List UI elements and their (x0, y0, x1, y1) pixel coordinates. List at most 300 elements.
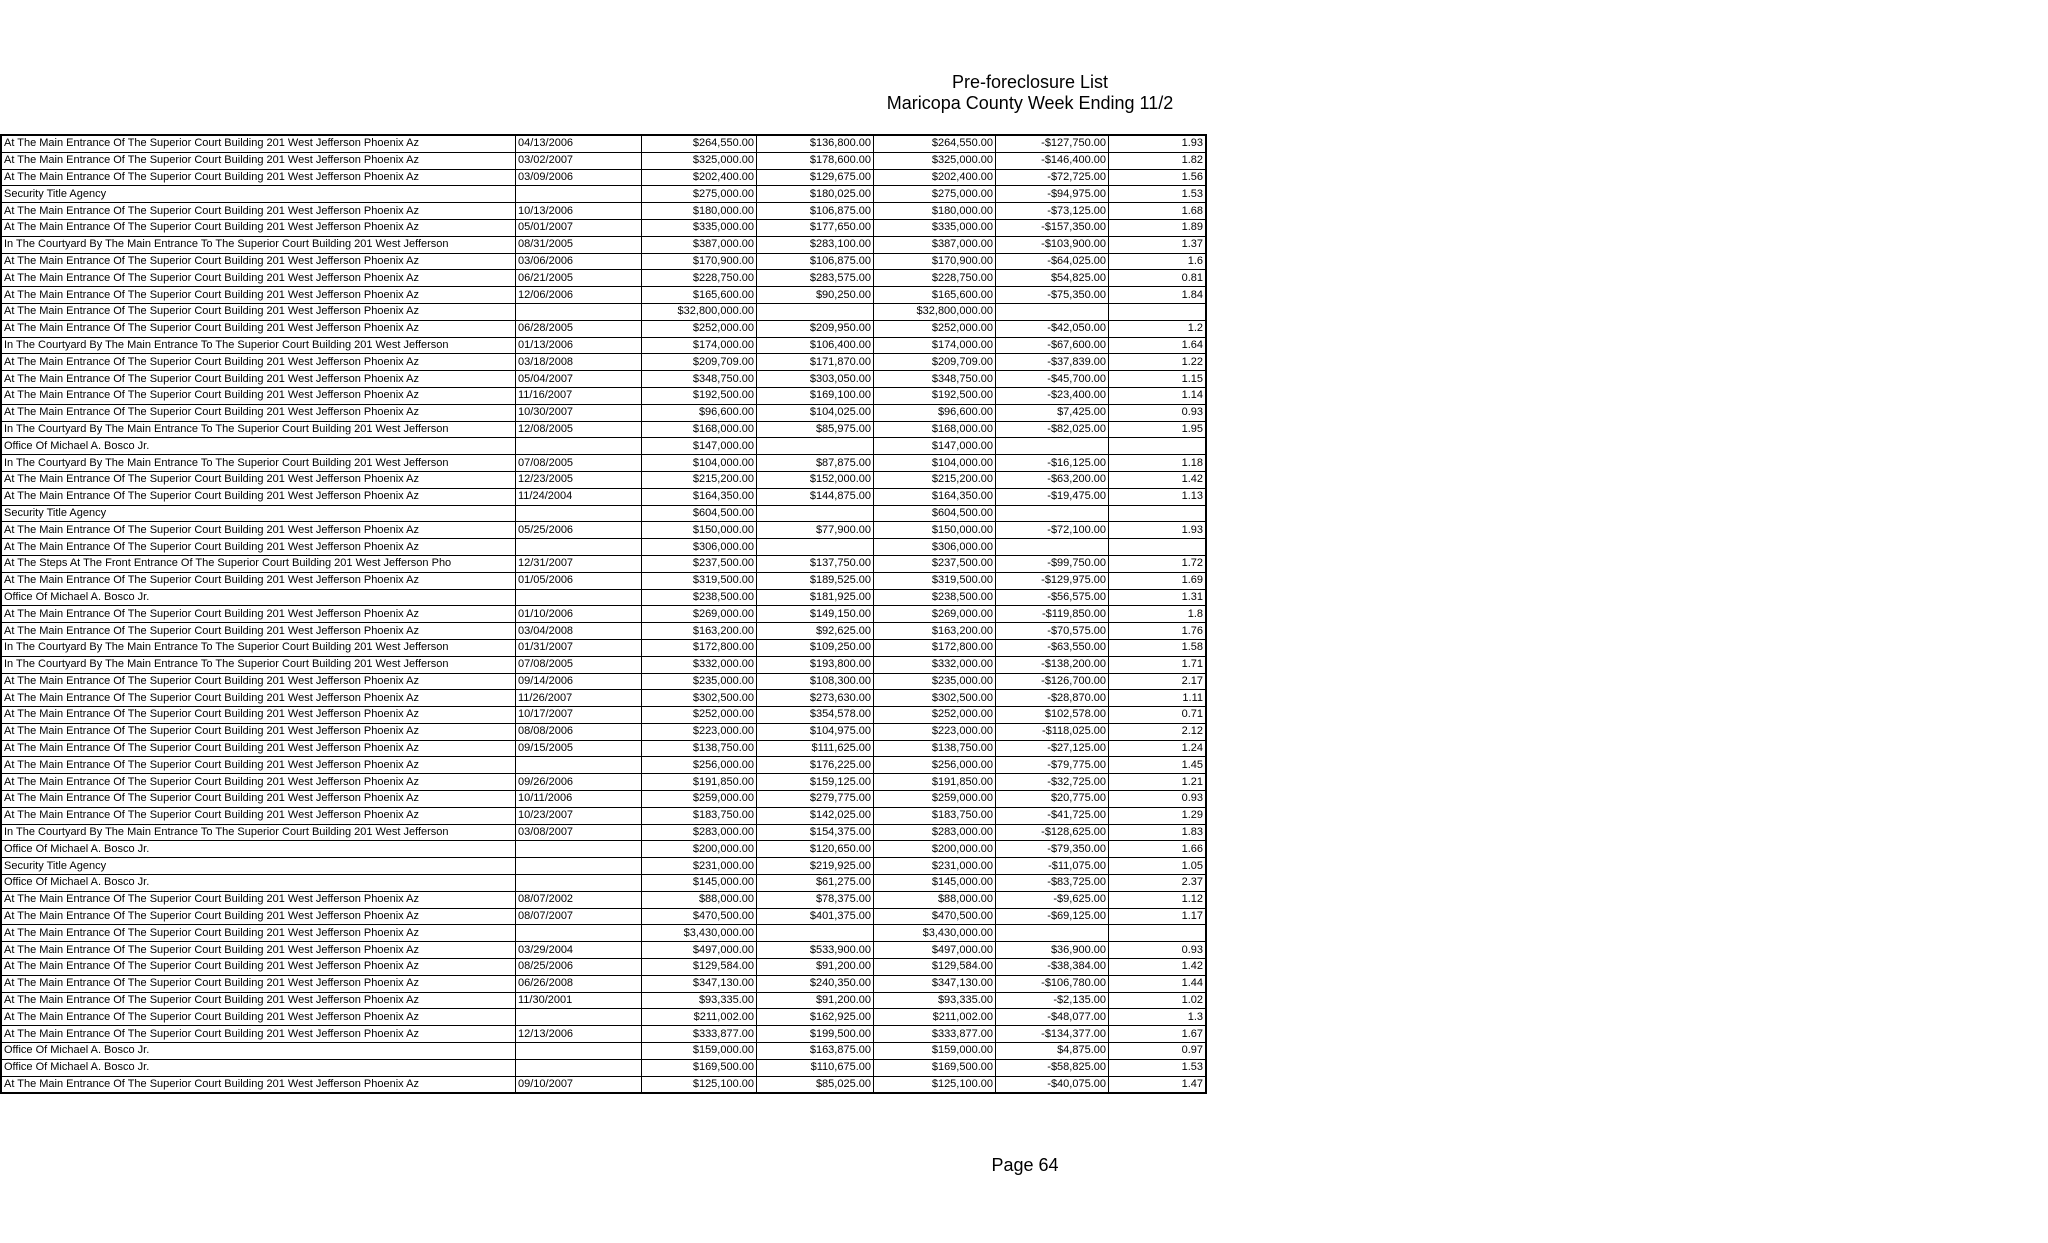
difference-cell: -$146,400.00 (996, 152, 1109, 169)
difference-cell (996, 539, 1109, 556)
sale-location-cell: Office Of Michael A. Bosco Jr. (1, 875, 516, 892)
ratio-cell: 1.66 (1109, 841, 1207, 858)
ratio-cell: 1.76 (1109, 623, 1207, 640)
difference-cell: -$75,350.00 (996, 287, 1109, 304)
table-row (1, 421, 1206, 438)
sale-location-cell: At The Main Entrance Of The Superior Court Building 201 West Jefferson Phoenix Az (1, 253, 516, 270)
date-cell: 01/13/2006 (516, 337, 642, 354)
amount-cell: $347,130.00 (642, 975, 757, 992)
amount-cell: $104,000.00 (874, 455, 996, 472)
difference-cell: -$127,750.00 (996, 135, 1109, 152)
amount-cell: $283,575.00 (757, 270, 874, 287)
amount-cell: $78,375.00 (757, 891, 874, 908)
amount-cell: $154,375.00 (757, 824, 874, 841)
amount-cell: $164,350.00 (874, 488, 996, 505)
amount-cell: $306,000.00 (642, 539, 757, 556)
ratio-cell: 1.42 (1109, 959, 1207, 976)
ratio-cell: 1.21 (1109, 774, 1207, 791)
table-row (1, 438, 1206, 455)
ratio-cell: 1.56 (1109, 169, 1207, 186)
table-row (1, 942, 1206, 959)
amount-cell: $163,200.00 (874, 623, 996, 640)
amount-cell: $159,000.00 (874, 1043, 996, 1060)
date-cell: 10/11/2006 (516, 791, 642, 808)
table-row (1, 555, 1206, 572)
sale-location-cell: At The Main Entrance Of The Superior Court Building 201 West Jefferson Phoenix Az (1, 354, 516, 371)
ratio-cell: 1.44 (1109, 975, 1207, 992)
amount-cell: $138,750.00 (642, 740, 757, 757)
amount-cell: $147,000.00 (874, 438, 996, 455)
ratio-cell: 2.12 (1109, 723, 1207, 740)
sale-location-cell: In The Courtyard By The Main Entrance To The Superior Court Building 201 West Jefferson (1, 639, 516, 656)
amount-cell (757, 925, 874, 942)
amount-cell: $237,500.00 (874, 555, 996, 572)
amount-cell: $93,335.00 (874, 992, 996, 1009)
sale-location-cell: At The Main Entrance Of The Superior Court Building 201 West Jefferson Phoenix Az (1, 320, 516, 337)
amount-cell: $150,000.00 (874, 522, 996, 539)
amount-cell: $191,850.00 (642, 774, 757, 791)
difference-cell: -$48,077.00 (996, 1009, 1109, 1026)
difference-cell (996, 505, 1109, 522)
amount-cell: $87,875.00 (757, 455, 874, 472)
date-cell: 10/17/2007 (516, 707, 642, 724)
amount-cell: $319,500.00 (642, 572, 757, 589)
table-row (1, 1059, 1206, 1076)
sale-location-cell: Security Title Agency (1, 858, 516, 875)
amount-cell: $91,200.00 (757, 992, 874, 1009)
ratio-cell: 0.71 (1109, 707, 1207, 724)
amount-cell: $125,100.00 (874, 1076, 996, 1093)
difference-cell (996, 438, 1109, 455)
difference-cell: -$11,075.00 (996, 858, 1109, 875)
sale-location-cell: In The Courtyard By The Main Entrance To The Superior Court Building 201 West Jefferson (1, 421, 516, 438)
amount-cell: $223,000.00 (874, 723, 996, 740)
amount-cell: $219,925.00 (757, 858, 874, 875)
amount-cell: $165,600.00 (874, 287, 996, 304)
sale-location-cell: Security Title Agency (1, 186, 516, 203)
amount-cell: $163,875.00 (757, 1043, 874, 1060)
table-row (1, 371, 1206, 388)
date-cell: 03/02/2007 (516, 152, 642, 169)
date-cell: 04/13/2006 (516, 135, 642, 152)
amount-cell: $129,584.00 (642, 959, 757, 976)
ratio-cell: 1.15 (1109, 371, 1207, 388)
difference-cell: -$63,200.00 (996, 471, 1109, 488)
amount-cell: $109,250.00 (757, 639, 874, 656)
difference-cell: -$38,384.00 (996, 959, 1109, 976)
amount-cell: $180,000.00 (874, 203, 996, 220)
table-row (1, 824, 1206, 841)
ratio-cell: 1.53 (1109, 186, 1207, 203)
sale-location-cell: At The Main Entrance Of The Superior Court Building 201 West Jefferson Phoenix Az (1, 219, 516, 236)
difference-cell: -$72,100.00 (996, 522, 1109, 539)
amount-cell: $252,000.00 (874, 320, 996, 337)
amount-cell: $335,000.00 (642, 219, 757, 236)
date-cell (516, 1043, 642, 1060)
date-cell: 01/10/2006 (516, 606, 642, 623)
date-cell: 03/29/2004 (516, 942, 642, 959)
date-cell (516, 303, 642, 320)
amount-cell: $235,000.00 (642, 673, 757, 690)
ratio-cell: 0.93 (1109, 942, 1207, 959)
amount-cell: $170,900.00 (642, 253, 757, 270)
table-row (1, 1026, 1206, 1043)
amount-cell: $90,250.00 (757, 287, 874, 304)
amount-cell: $279,775.00 (757, 791, 874, 808)
amount-cell: $3,430,000.00 (874, 925, 996, 942)
table-row (1, 539, 1206, 556)
table-row (1, 975, 1206, 992)
difference-cell: -$69,125.00 (996, 908, 1109, 925)
ratio-cell: 1.05 (1109, 858, 1207, 875)
sale-location-cell: At The Main Entrance Of The Superior Court Building 201 West Jefferson Phoenix Az (1, 774, 516, 791)
difference-cell: -$79,775.00 (996, 757, 1109, 774)
foreclosure-table (0, 134, 1207, 1094)
amount-cell: $470,500.00 (642, 908, 757, 925)
sale-location-cell: At The Main Entrance Of The Superior Court Building 201 West Jefferson Phoenix Az (1, 387, 516, 404)
difference-cell: -$45,700.00 (996, 371, 1109, 388)
table-row (1, 774, 1206, 791)
amount-cell: $88,000.00 (642, 891, 757, 908)
amount-cell: $283,100.00 (757, 236, 874, 253)
date-cell: 11/16/2007 (516, 387, 642, 404)
date-cell: 12/06/2006 (516, 287, 642, 304)
difference-cell: -$134,377.00 (996, 1026, 1109, 1043)
difference-cell: $36,900.00 (996, 942, 1109, 959)
date-cell (516, 1009, 642, 1026)
amount-cell: $177,650.00 (757, 219, 874, 236)
table-row (1, 320, 1206, 337)
ratio-cell: 1.84 (1109, 287, 1207, 304)
amount-cell: $104,975.00 (757, 723, 874, 740)
date-cell: 06/28/2005 (516, 320, 642, 337)
amount-cell: $106,400.00 (757, 337, 874, 354)
amount-cell: $325,000.00 (874, 152, 996, 169)
difference-cell: -$72,725.00 (996, 169, 1109, 186)
amount-cell: $92,625.00 (757, 623, 874, 640)
difference-cell: -$129,975.00 (996, 572, 1109, 589)
date-cell (516, 1059, 642, 1076)
amount-cell: $125,100.00 (642, 1076, 757, 1093)
difference-cell: -$70,575.00 (996, 623, 1109, 640)
amount-cell: $215,200.00 (642, 471, 757, 488)
table-row (1, 505, 1206, 522)
amount-cell: $256,000.00 (874, 757, 996, 774)
ratio-cell: 1.6 (1109, 253, 1207, 270)
date-cell: 11/24/2004 (516, 488, 642, 505)
amount-cell: $3,430,000.00 (642, 925, 757, 942)
date-cell: 08/07/2007 (516, 908, 642, 925)
difference-cell: -$40,075.00 (996, 1076, 1109, 1093)
sale-location-cell: At The Main Entrance Of The Superior Court Building 201 West Jefferson Phoenix Az (1, 807, 516, 824)
ratio-cell: 1.2 (1109, 320, 1207, 337)
ratio-cell: 1.24 (1109, 740, 1207, 757)
sale-location-cell: At The Main Entrance Of The Superior Court Building 201 West Jefferson Phoenix Az (1, 287, 516, 304)
table-row (1, 1009, 1206, 1026)
date-cell: 03/04/2008 (516, 623, 642, 640)
date-cell: 11/30/2001 (516, 992, 642, 1009)
sale-location-cell: At The Main Entrance Of The Superior Court Building 201 West Jefferson Phoenix Az (1, 673, 516, 690)
date-cell (516, 841, 642, 858)
date-cell (516, 858, 642, 875)
ratio-cell: 1.71 (1109, 656, 1207, 673)
amount-cell: $335,000.00 (874, 219, 996, 236)
amount-cell: $302,500.00 (874, 690, 996, 707)
difference-cell: -$67,600.00 (996, 337, 1109, 354)
amount-cell: $180,000.00 (642, 203, 757, 220)
sale-location-cell: At The Main Entrance Of The Superior Court Building 201 West Jefferson Phoenix Az (1, 959, 516, 976)
amount-cell: $259,000.00 (642, 791, 757, 808)
amount-cell: $77,900.00 (757, 522, 874, 539)
table-row (1, 404, 1206, 421)
difference-cell (996, 303, 1109, 320)
amount-cell: $401,375.00 (757, 908, 874, 925)
amount-cell: $319,500.00 (874, 572, 996, 589)
difference-cell: -$9,625.00 (996, 891, 1109, 908)
amount-cell: $332,000.00 (642, 656, 757, 673)
amount-cell: $211,002.00 (874, 1009, 996, 1026)
amount-cell: $237,500.00 (642, 555, 757, 572)
ratio-cell: 1.45 (1109, 757, 1207, 774)
sale-location-cell: At The Main Entrance Of The Superior Court Building 201 West Jefferson Phoenix Az (1, 1076, 516, 1093)
table-row (1, 673, 1206, 690)
ratio-cell: 0.93 (1109, 404, 1207, 421)
table-row (1, 891, 1206, 908)
difference-cell: -$119,850.00 (996, 606, 1109, 623)
date-cell (516, 589, 642, 606)
difference-cell: $102,578.00 (996, 707, 1109, 724)
date-cell: 05/01/2007 (516, 219, 642, 236)
amount-cell: $211,002.00 (642, 1009, 757, 1026)
amount-cell: $137,750.00 (757, 555, 874, 572)
date-cell: 03/06/2006 (516, 253, 642, 270)
amount-cell (757, 505, 874, 522)
amount-cell: $192,500.00 (874, 387, 996, 404)
amount-cell: $259,000.00 (874, 791, 996, 808)
ratio-cell: 1.64 (1109, 337, 1207, 354)
date-cell: 03/18/2008 (516, 354, 642, 371)
date-cell: 12/31/2007 (516, 555, 642, 572)
table-row (1, 337, 1206, 354)
difference-cell: -$82,025.00 (996, 421, 1109, 438)
date-cell (516, 186, 642, 203)
difference-cell: -$128,625.00 (996, 824, 1109, 841)
date-cell: 03/09/2006 (516, 169, 642, 186)
sale-location-cell: At The Main Entrance Of The Superior Court Building 201 West Jefferson Phoenix Az (1, 1009, 516, 1026)
ratio-cell: 2.37 (1109, 875, 1207, 892)
difference-cell: -$16,125.00 (996, 455, 1109, 472)
table-row (1, 455, 1206, 472)
date-cell: 12/13/2006 (516, 1026, 642, 1043)
amount-cell: $193,800.00 (757, 656, 874, 673)
difference-cell (996, 925, 1109, 942)
table-row (1, 135, 1206, 152)
amount-cell: $252,000.00 (874, 707, 996, 724)
date-cell: 10/13/2006 (516, 203, 642, 220)
amount-cell: $152,000.00 (757, 471, 874, 488)
amount-cell: $85,025.00 (757, 1076, 874, 1093)
amount-cell: $238,500.00 (642, 589, 757, 606)
difference-cell: -$94,975.00 (996, 186, 1109, 203)
difference-cell: -$42,050.00 (996, 320, 1109, 337)
ratio-cell: 1.12 (1109, 891, 1207, 908)
table-row (1, 1076, 1206, 1093)
ratio-cell: 1.11 (1109, 690, 1207, 707)
table-row (1, 287, 1206, 304)
date-cell: 11/26/2007 (516, 690, 642, 707)
amount-cell: $145,000.00 (642, 875, 757, 892)
amount-cell: $136,800.00 (757, 135, 874, 152)
table-row (1, 236, 1206, 253)
table-row (1, 186, 1206, 203)
amount-cell: $209,950.00 (757, 320, 874, 337)
difference-cell: -$103,900.00 (996, 236, 1109, 253)
amount-cell: $348,750.00 (642, 371, 757, 388)
sale-location-cell: In The Courtyard By The Main Entrance To The Superior Court Building 201 West Jefferson (1, 236, 516, 253)
date-cell: 09/10/2007 (516, 1076, 642, 1093)
difference-cell: -$138,200.00 (996, 656, 1109, 673)
ratio-cell: 1.67 (1109, 1026, 1207, 1043)
amount-cell: $264,550.00 (874, 135, 996, 152)
page-subtitle: Maricopa County Week Ending 11/2 (886, 93, 1174, 113)
date-cell: 09/14/2006 (516, 673, 642, 690)
ratio-cell: 1.95 (1109, 421, 1207, 438)
amount-cell: $306,000.00 (874, 539, 996, 556)
sale-location-cell: At The Main Entrance Of The Superior Court Building 201 West Jefferson Phoenix Az (1, 891, 516, 908)
amount-cell: $96,600.00 (642, 404, 757, 421)
date-cell: 10/30/2007 (516, 404, 642, 421)
date-cell: 07/08/2005 (516, 656, 642, 673)
date-cell: 05/04/2007 (516, 371, 642, 388)
difference-cell: -$2,135.00 (996, 992, 1109, 1009)
date-cell: 05/25/2006 (516, 522, 642, 539)
amount-cell: $252,000.00 (642, 707, 757, 724)
ratio-cell: 1.8 (1109, 606, 1207, 623)
amount-cell: $174,000.00 (874, 337, 996, 354)
sale-location-cell: At The Main Entrance Of The Superior Court Building 201 West Jefferson Phoenix Az (1, 135, 516, 152)
table-row (1, 858, 1206, 875)
date-cell: 08/07/2002 (516, 891, 642, 908)
sale-location-cell: In The Courtyard By The Main Entrance To The Superior Court Building 201 West Jefferson (1, 824, 516, 841)
date-cell: 06/26/2008 (516, 975, 642, 992)
amount-cell: $147,000.00 (642, 438, 757, 455)
table-row (1, 488, 1206, 505)
sale-location-cell: At The Main Entrance Of The Superior Court Building 201 West Jefferson Phoenix Az (1, 270, 516, 287)
amount-cell: $149,150.00 (757, 606, 874, 623)
table-row (1, 757, 1206, 774)
difference-cell: -$58,825.00 (996, 1059, 1109, 1076)
date-cell: 03/08/2007 (516, 824, 642, 841)
sale-location-cell: At The Main Entrance Of The Superior Court Building 201 West Jefferson Phoenix Az (1, 522, 516, 539)
sale-location-cell: At The Main Entrance Of The Superior Court Building 201 West Jefferson Phoenix Az (1, 371, 516, 388)
table-row (1, 169, 1206, 186)
amount-cell: $85,975.00 (757, 421, 874, 438)
amount-cell: $269,000.00 (642, 606, 757, 623)
amount-cell: $172,800.00 (642, 639, 757, 656)
amount-cell: $191,850.00 (874, 774, 996, 791)
sale-location-cell: At The Main Entrance Of The Superior Court Building 201 West Jefferson Phoenix Az (1, 740, 516, 757)
date-cell (516, 438, 642, 455)
sale-location-cell: At The Main Entrance Of The Superior Court Building 201 West Jefferson Phoenix Az (1, 471, 516, 488)
amount-cell: $159,125.00 (757, 774, 874, 791)
date-cell (516, 539, 642, 556)
table-row (1, 270, 1206, 287)
amount-cell: $200,000.00 (874, 841, 996, 858)
page-title: Pre-foreclosure List (951, 72, 1109, 92)
amount-cell: $163,200.00 (642, 623, 757, 640)
amount-cell: $235,000.00 (874, 673, 996, 690)
amount-cell: $275,000.00 (874, 186, 996, 203)
amount-cell: $138,750.00 (874, 740, 996, 757)
sale-location-cell: Office Of Michael A. Bosco Jr. (1, 1043, 516, 1060)
amount-cell: $159,000.00 (642, 1043, 757, 1060)
amount-cell: $348,750.00 (874, 371, 996, 388)
difference-cell: -$157,350.00 (996, 219, 1109, 236)
amount-cell: $164,350.00 (642, 488, 757, 505)
ratio-cell (1109, 539, 1207, 556)
table-row (1, 471, 1206, 488)
table-row (1, 841, 1206, 858)
amount-cell: $96,600.00 (874, 404, 996, 421)
amount-cell: $283,000.00 (874, 824, 996, 841)
amount-cell: $387,000.00 (642, 236, 757, 253)
table-row (1, 572, 1206, 589)
sale-location-cell: At The Main Entrance Of The Superior Court Building 201 West Jefferson Phoenix Az (1, 606, 516, 623)
table-row (1, 606, 1206, 623)
sale-location-cell: At The Main Entrance Of The Superior Court Building 201 West Jefferson Phoenix Az (1, 908, 516, 925)
difference-cell: -$106,780.00 (996, 975, 1109, 992)
date-cell: 06/21/2005 (516, 270, 642, 287)
sale-location-cell: In The Courtyard By The Main Entrance To The Superior Court Building 201 West Jefferson (1, 337, 516, 354)
sale-location-cell: At The Main Entrance Of The Superior Court Building 201 West Jefferson Phoenix Az (1, 992, 516, 1009)
sale-location-cell: At The Main Entrance Of The Superior Court Building 201 West Jefferson Phoenix Az (1, 169, 516, 186)
difference-cell: -$19,475.00 (996, 488, 1109, 505)
date-cell: 10/23/2007 (516, 807, 642, 824)
amount-cell: $209,709.00 (874, 354, 996, 371)
amount-cell: $231,000.00 (642, 858, 757, 875)
ratio-cell: 0.93 (1109, 791, 1207, 808)
amount-cell: $104,000.00 (642, 455, 757, 472)
amount-cell: $168,000.00 (874, 421, 996, 438)
table-row (1, 791, 1206, 808)
table-row (1, 203, 1206, 220)
amount-cell: $176,225.00 (757, 757, 874, 774)
table-row (1, 303, 1206, 320)
difference-cell: -$41,725.00 (996, 807, 1109, 824)
amount-cell: $183,750.00 (642, 807, 757, 824)
sale-location-cell: At The Main Entrance Of The Superior Court Building 201 West Jefferson Phoenix Az (1, 942, 516, 959)
sale-location-cell: In The Courtyard By The Main Entrance To The Superior Court Building 201 West Jefferson (1, 455, 516, 472)
ratio-cell: 1.37 (1109, 236, 1207, 253)
difference-cell: -$73,125.00 (996, 203, 1109, 220)
amount-cell: $347,130.00 (874, 975, 996, 992)
amount-cell: $604,500.00 (642, 505, 757, 522)
sale-location-cell: At The Main Entrance Of The Superior Court Building 201 West Jefferson Phoenix Az (1, 623, 516, 640)
amount-cell: $174,000.00 (642, 337, 757, 354)
amount-cell: $32,800,000.00 (874, 303, 996, 320)
date-cell: 08/08/2006 (516, 723, 642, 740)
difference-cell: -$99,750.00 (996, 555, 1109, 572)
table-row (1, 925, 1206, 942)
ratio-cell (1109, 505, 1207, 522)
ratio-cell: 0.97 (1109, 1043, 1207, 1060)
ratio-cell: 1.42 (1109, 471, 1207, 488)
amount-cell: $129,584.00 (874, 959, 996, 976)
page-number: Page 64 (991, 1155, 1059, 1175)
amount-cell: $106,875.00 (757, 253, 874, 270)
amount-cell: $223,000.00 (642, 723, 757, 740)
difference-cell: -$64,025.00 (996, 253, 1109, 270)
